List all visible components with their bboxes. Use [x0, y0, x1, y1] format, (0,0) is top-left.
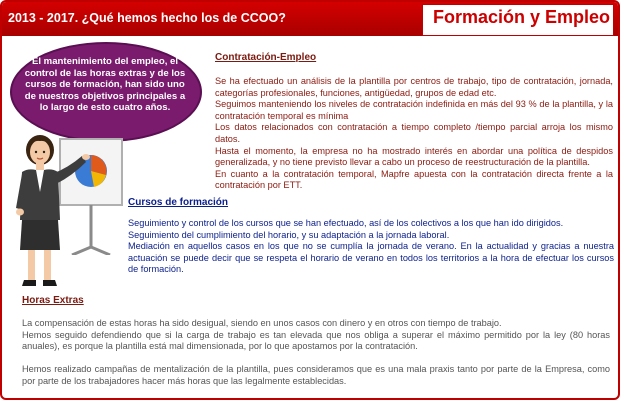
contratacion-paragraph: Hasta el momento, la empresa no ha mostrado interés en abordar una política de despidos generalizada, y no tiene previsto llevar a cabo un proceso de reestructuración de la plantilla.: [215, 145, 613, 168]
header-title-left: 2013 - 2017. ¿Qué hemos hecho los de CCOO?: [8, 11, 286, 25]
header-bar: [2, 2, 618, 36]
cursos-title: Cursos de formación: [128, 197, 229, 208]
contratacion-paragraph: Seguimos manteniendo los niveles de contratación indefinida en más del 93 % de la plantilla, y la contratación temporal es mínima: [215, 99, 613, 121]
horas-title: Horas Extras: [22, 295, 84, 306]
horas-paragraph: La compensación de estas horas ha sido desigual, siendo en unos casos con dinero y en otros con tiempo de trabajo.: [22, 318, 502, 328]
header-title-right: Formación y Empleo: [432, 7, 610, 27]
contratacion-paragraph: En cuanto a la contratación temporal, Mapfre apuesta con la contratación directa frente a la contratación por ETT.: [215, 168, 613, 191]
contratacion-paragraph: Los datos relacionados con contratación a tiempo completo /tiempo parcial arroja los mismo datos.: [215, 122, 613, 144]
contratacion-title: Contratación-Empleo: [215, 52, 317, 63]
horas-spacer: [22, 353, 610, 365]
contratacion-paragraph: Se ha efectuado un análisis de la plantilla por centros de trabajo, tipo de contratación, jornada, categorías profesionales, funciones, antigüedad, grupos de edad etc.: [215, 76, 613, 98]
cursos-paragraph: Seguimiento y control de los cursos que se han efectuado, así de los colectivos a los que han ido dirigidos.: [128, 218, 564, 228]
horas-body: [22, 318, 610, 388]
horas-paragraph: Hemos realizado campañas de mentalización de la plantilla, pues consideramos que es una mala praxis tanto por parte de la Empresa, como por parte de los trabajadores hacer más horas que las legalmente establecidas.: [22, 364, 610, 386]
speech-bubble-text: El mantenimiento del empleo, el control de las horas extras y de los cursos de formación, han sido uno de nuestros objetivos principales a lo largo de esto cuatro años.: [24, 56, 186, 114]
contratacion-body: [215, 76, 613, 192]
horas-paragraph: Hemos seguido defendiendo que si la carga de trabajo es tan elevada que nos obliga a superar el máximo permitido por la ley (80 horas anuales), es porque la plantilla está mal dimensionada, por lo que apostamos por la contratación.: [22, 329, 610, 352]
cursos-paragraph: Mediación en aquellos casos en los que no se cumplía la jornada de verano. En la actualidad y gracias a nuestra actuación se puede decir que se respeta el horario de verano en todos los territorios a la hora de efectuar los cursos de formación.: [128, 241, 614, 275]
cursos-body: [128, 218, 614, 276]
businesswoman-presenting-icon: [6, 122, 118, 292]
cursos-paragraph: Seguimiento del cumplimiento del horario, y su adaptación a la jornada laboral.: [128, 229, 450, 240]
